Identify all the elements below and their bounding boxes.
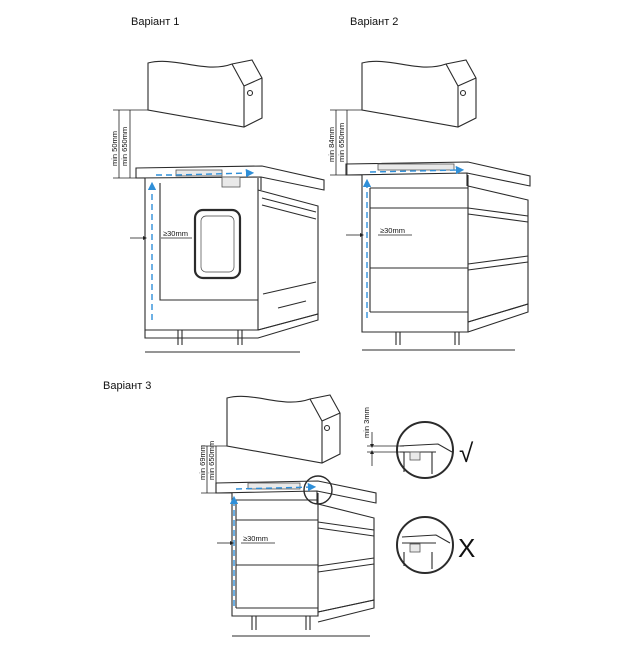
variant-3-drawing xyxy=(198,395,475,636)
hood-2 xyxy=(362,60,476,127)
worktop-1 xyxy=(136,166,324,190)
cabinet-1 xyxy=(145,178,318,352)
variant-1-drawing xyxy=(110,60,324,352)
variant-2-drawing xyxy=(327,60,530,350)
correct-mark: √ xyxy=(459,438,474,468)
v3-dim-label-1: min 69mm xyxy=(198,444,207,480)
v2-dim-label-1: min 84mm xyxy=(327,126,336,162)
v1-gap-label: ≥30mm xyxy=(163,229,188,238)
variant-1-title: Варіант 1 xyxy=(131,16,180,28)
hood-1 xyxy=(148,60,262,127)
v3-gap-label: ≥30mm xyxy=(243,534,268,543)
airflow-3 xyxy=(234,487,312,606)
v2-gap-label: ≥30mm xyxy=(380,226,405,235)
v2-dim-label-2: min 650mm xyxy=(337,122,346,162)
v1-dim-label-2: min 650mm xyxy=(120,126,129,166)
v1-dim-label-1: min 50mm xyxy=(110,130,119,166)
airflow-2 xyxy=(367,170,460,318)
wrong-mark: X xyxy=(458,533,476,563)
detail-wrong xyxy=(397,517,475,573)
variant-2-title: Варіант 2 xyxy=(350,16,399,28)
v3-dim-label-2: min 650mm xyxy=(207,440,216,480)
detail-correct xyxy=(362,407,474,478)
v3-detail-label: min 3mm xyxy=(362,407,371,438)
cabinet-2 xyxy=(362,175,528,350)
hood-3 xyxy=(227,395,340,463)
worktop-2 xyxy=(346,162,530,186)
variant-3-title: Варіант 3 xyxy=(103,380,152,392)
cabinet-3 xyxy=(232,493,374,636)
